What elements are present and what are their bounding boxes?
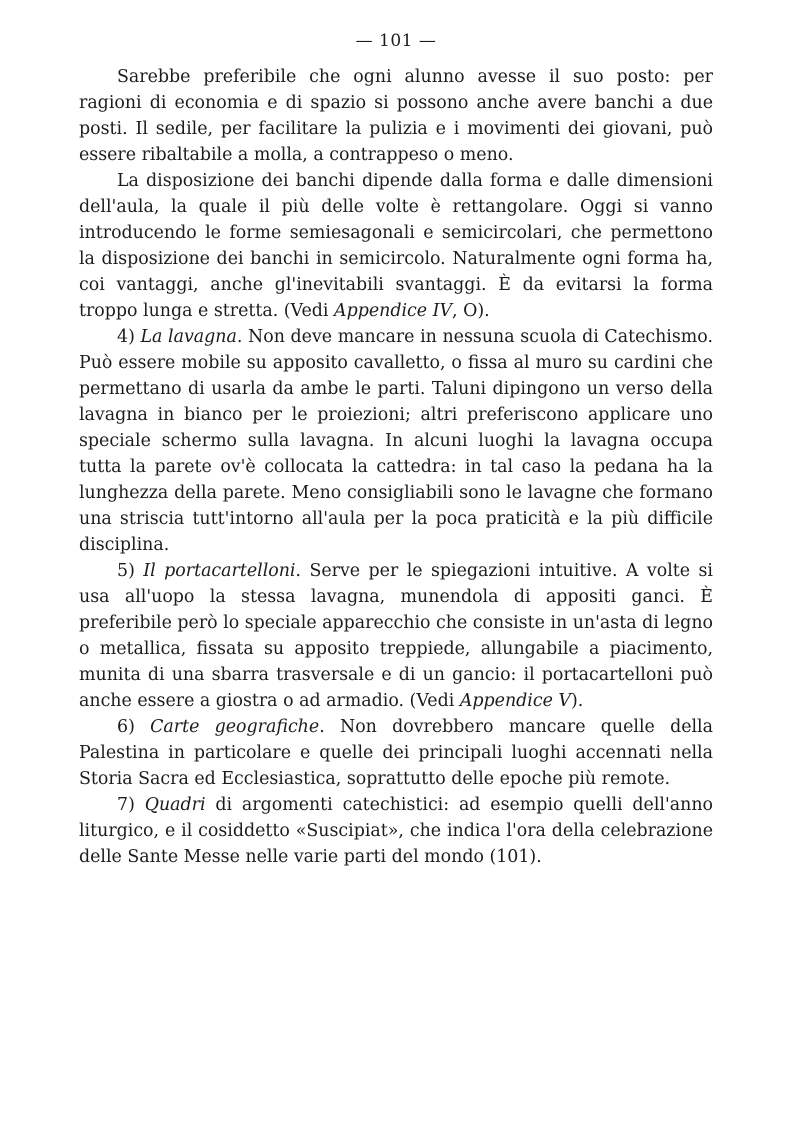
paragraph-text: La disposizione dei banchi dipende dalla forma e dalle dimensioni dell'aula, la quale il più delle volte è rettangolare. Oggi si vanno introducendo le forme semiesagonali e semicircolari, che permettono la disposizione dei banchi in semicircolo. Naturalmente ogni forma ha, coi vantaggi, anche gl'inevitabili svantaggi. È da evitarsi la forma troppo lunga e stretta. (Vedi [79,171,713,321]
item-title: Quadri [144,795,206,815]
page-number: — 101 — [355,31,437,51]
paragraph-text: . Non dovrebbero mancare quelle della Palestina in particolare e quelle dei principali luoghi accennati nella Storia Sacra ed Ecclesiastica, soprattutto delle epoche più remote. [79,717,713,789]
paragraph-poster-holder [79,558,713,714]
appendix-reference: Appendice V [459,691,571,711]
paragraph-seating [79,64,713,168]
document-page [79,28,713,870]
paragraph-text: , O). [452,301,490,321]
item-title: Carte geografiche [150,717,320,737]
item-number: 6) [117,717,151,737]
paragraph-text: ). [570,691,584,711]
paragraph-text: . Non deve mancare in nessuna scuola di Catechismo. Può essere mobile su apposito cavalletto, o fissa al muro su cardini che permettano di usarla da ambe le parti. Taluni dipingono un verso della lavagna in bianco per le proiezioni; altri preferiscono applicare uno speciale schermo sulla lavagna. In alcuni luoghi la lavagna occupa tutta la parete ov'è collocata la cattedra: in tal caso la pedana ha la lunghezza della parete. Meno consigliabili sono le lavagne che formano una striscia tutt'intorno all'aula per la poca praticità e la più difficile disciplina. [79,327,713,555]
appendix-reference: Appendice IV [334,301,453,321]
paragraph-text: Sarebbe preferibile che ogni alunno avesse il suo posto: per ragioni di economia e di spazio si possono anche avere banchi a due posti. Il sedile, per facilitare la pulizia e i movimenti dei giovani, può essere ribaltabile a molla, a contrappeso o meno. [79,67,713,165]
item-number: 7) [117,795,145,815]
paragraph-pictures [79,792,713,870]
item-title: Il portacartelloni [143,561,296,581]
item-number: 4) [117,327,141,347]
paragraph-blackboard [79,324,713,558]
paragraph-text: di argomenti catechistici: ad esempio quelli dell'anno liturgico, e il cosiddetto «Suscipiat», che indica l'ora della celebrazione delle Sante Messe nelle varie parti del mondo (101). [79,795,713,867]
item-title: La lavagna [140,327,237,347]
paragraph-text: . Serve per le spiegazioni intuitive. A volte si usa all'uopo la stessa lavagna, munendola di appositi ganci. È preferibile però lo speciale apparecchio che consiste in un'asta di legno o metallica, fissata su apposito treppiede, allungabile a piacimento, munita di una sbarra trasversale e di un gancio: il portacartelloni può anche essere a giostra o ad armadio. (Vedi [79,561,713,711]
paragraph-maps [79,714,713,792]
item-number: 5) [117,561,144,581]
paragraph-desk-arrangement [79,168,713,324]
